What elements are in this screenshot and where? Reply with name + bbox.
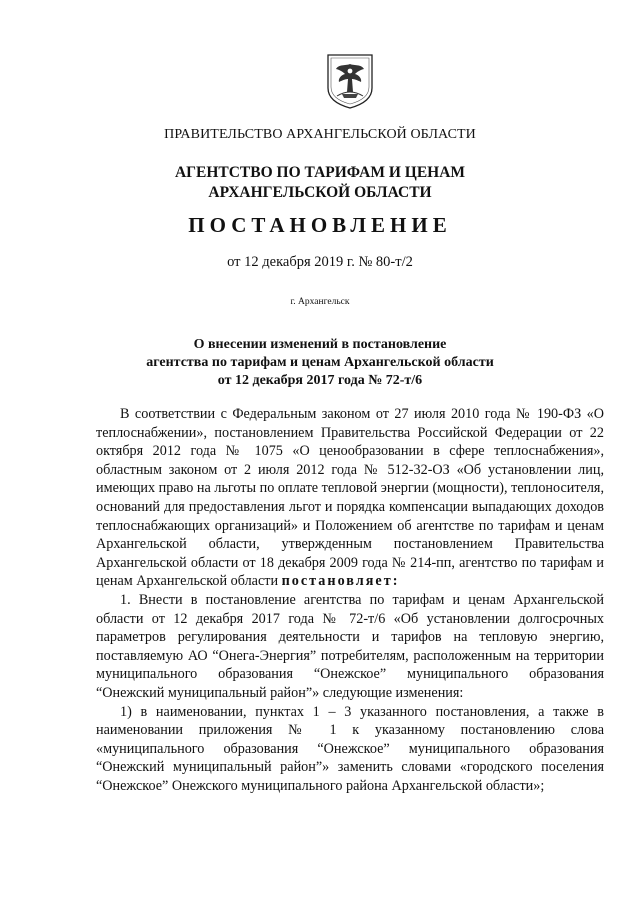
document-type: ПОСТАНОВЛЕНИЕ: [188, 213, 452, 237]
resolves-word: постановляет: [281, 573, 393, 590]
preamble-paragraph: [96, 405, 604, 591]
agency-name-line1: АГЕНТСТВО ПО ТАРИФАМ И ЦЕНАМ: [174, 164, 466, 181]
subject-line3: от 12 декабря 2017 года № 72-т/6: [217, 373, 423, 388]
resolves-colon: :: [392, 573, 400, 590]
government-name: ПРАВИТЕЛЬСТВО АРХАНГЕЛЬСКОЙ ОБЛАСТИ: [164, 127, 476, 142]
preamble-text: В соответствии с Федеральным законом от 27 июля 2010 года № 190-ФЗ «О теплоснабжении», постановлением Правительства Российской Федерации от 22 октября 2012 года № 1075 «О ценообразовании в сфере теплоснабжения», областным законом от 2 июля 2012 года № 512-32-ОЗ «Об установлении лиц, имеющих право на льготы по оплате тепловой энергии (мощности), теплоносителя, оснований для предоставления льгот и порядка компенсации выпадающих доходов теплоснабжающих организаций» и Положением об агентстве по тарифам и ценам Архангельской области, утвержденным постановлением Правительства Архангельской области от 18 декабря 2009 года № 214-пп, агентство по тарифам и ценам Архангельской области: [96, 406, 604, 590]
coat-of-arms-emblem: [325, 52, 375, 110]
document-subject: [0, 336, 640, 390]
subject-line2: агентства по тарифам и ценам Архангельской области: [146, 355, 494, 370]
subject-line1: О внесении изменений в постановление: [193, 337, 447, 352]
agency-name: [0, 163, 640, 203]
document-date-number: от 12 декабря 2019 г. № 80-т/2: [227, 254, 413, 270]
item-1-1-paragraph: 1) в наименовании, пунктах 1 – 3 указанного постановления, а также в наименовании приложения № 1 к указанному постановлению слова «муниципального образования “Онежское” муниципального образования “Онежский муниципальный район”» заменить словами «городского поселения “Онежское” Онежского муниципального района Архангельской области»;: [96, 703, 604, 794]
document-body: [96, 405, 604, 795]
document-city: г. Архангельск: [290, 297, 350, 307]
item-1-paragraph: 1. Внести в постановление агентства по тарифам и ценам Архангельской области от 12 декабря 2017 года № 72-т/6 «Об установлении долгосрочных параметров регулирования деятельности и тарифов на тепловую энергию, поставляемую АО “Онега-Энергия” потребителям, расположенным на территории муниципального образования “Онежское” муниципального образования “Онежский муниципальный район”» следующие изменения:: [96, 591, 604, 701]
agency-name-line2: АРХАНГЕЛЬСКОЙ ОБЛАСТИ: [208, 184, 432, 201]
